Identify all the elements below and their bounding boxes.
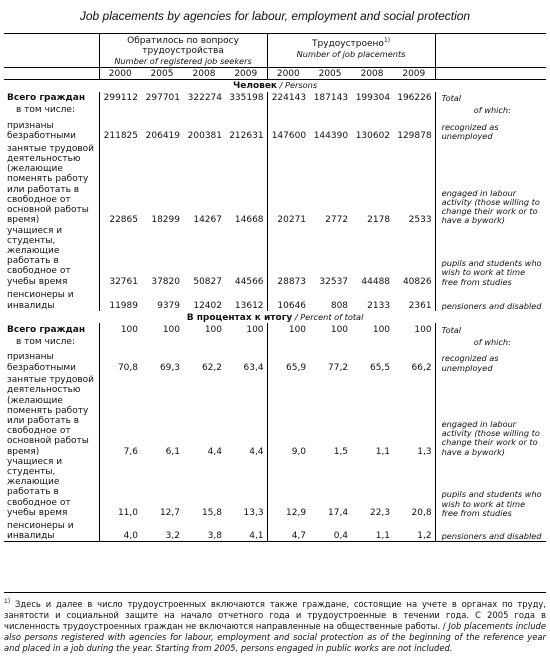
row-label-en: engaged in labour activity (those willing to change their work or to have a bywork): [441, 418, 540, 457]
cell-value: 37820: [151, 276, 180, 287]
cell-value: 9379: [157, 300, 180, 311]
section-title-en: Persons: [285, 80, 318, 91]
group-header-placements-ru: Трудоустроено: [312, 39, 384, 49]
section-title-sep: /: [292, 311, 301, 322]
cell-value: 144390: [313, 131, 349, 142]
row-label-ru: пенсионеры и инвалиды: [4, 287, 99, 311]
year-header: 2005: [318, 68, 342, 79]
cell-value: [351, 335, 393, 347]
cell-value: [225, 104, 267, 116]
year-header-empty: [435, 68, 546, 80]
row-label-en: engaged in labour activity (those willing to change their work or to have a bywork): [441, 187, 540, 226]
row-label-en: pupils and students who wish to work at time free from studies: [441, 258, 542, 287]
cell-value: 13612: [225, 287, 267, 311]
cell-value: 100: [162, 324, 180, 335]
cell-value: 224143: [271, 93, 307, 104]
cell-value: [309, 335, 351, 347]
cell-value: 206419: [145, 131, 180, 142]
cell-value: 32761: [109, 276, 138, 287]
cell-value: 129878: [393, 116, 435, 142]
table-row: [4, 142, 546, 226]
row-label-en: Total: [441, 324, 462, 335]
cell-value: [351, 104, 393, 116]
cell-value: [393, 335, 435, 347]
cell-value: 11,0: [117, 507, 138, 518]
cell-value: [99, 104, 141, 116]
cell-value: 4,7: [291, 531, 307, 542]
cell-value: 100: [330, 324, 349, 335]
cell-value: 66,2: [393, 347, 435, 373]
cell-value: [393, 104, 435, 116]
cell-value: 62,2: [201, 362, 222, 373]
table-row: [4, 116, 546, 142]
year-header: 2005: [150, 68, 174, 79]
cell-value: 299112: [103, 93, 138, 104]
footnote-sep: /: [440, 620, 449, 631]
cell-value: 1,3: [393, 373, 435, 457]
cell-value: 4,1: [225, 518, 267, 542]
cell-value: 200381: [187, 131, 222, 142]
cell-value: 63,4: [225, 347, 267, 373]
group-header-placements-sup: 1): [383, 37, 391, 44]
year-header: 2000: [108, 68, 132, 79]
cell-value: 12,7: [159, 507, 180, 518]
cell-value: 20,8: [393, 457, 435, 518]
cell-value: 196226: [393, 92, 435, 104]
row-label-ru: учащиеся и студенты, желающие работать в свободное от учебы время: [4, 457, 99, 518]
cell-value: 1,5: [333, 446, 349, 457]
group-header-seekers-ru: Обратилось по вопросу трудоустройства: [127, 36, 239, 57]
year-header: 2009: [225, 68, 267, 80]
cell-value: 14668: [225, 142, 267, 226]
cell-value: 15,8: [201, 507, 222, 518]
cell-value: 17,4: [328, 507, 349, 518]
header-empty-en: [435, 34, 546, 68]
cell-value: 4,4: [207, 446, 222, 457]
cell-value: 0,4: [333, 531, 349, 542]
table-row: [4, 92, 546, 104]
table-row: [4, 347, 546, 373]
cell-value: 1,2: [393, 518, 435, 542]
table-row: [4, 104, 546, 116]
footnote-marker: 1): [4, 598, 11, 605]
group-header-seekers-en: Number of registered job seekers: [114, 56, 252, 67]
cell-value: 100: [372, 324, 391, 335]
cell-value: 335198: [225, 92, 267, 104]
table-row: [4, 373, 546, 457]
cell-value: 44488: [361, 276, 391, 287]
year-header: 2009: [393, 68, 435, 80]
row-label-ru: Всего граждан: [4, 323, 99, 335]
table-row: [4, 457, 546, 518]
cell-value: 211825: [103, 131, 138, 142]
cell-value: 1,1: [375, 446, 391, 457]
row-label-en: of which:: [473, 105, 511, 116]
row-label-ru: признаны безработными: [4, 347, 99, 373]
page-title: Job placements by agencies for labour, employment and social protection: [79, 9, 471, 23]
row-label-en: Total: [441, 93, 462, 104]
row-label-en: recognized as unemployed: [441, 122, 499, 142]
cell-value: 199304: [355, 93, 391, 104]
cell-value: 100: [393, 323, 435, 335]
section-title-ru: В процентах к итогу: [186, 312, 293, 323]
section-title: [4, 80, 546, 92]
table-row: [4, 287, 546, 311]
group-header-placements-en: Number of job placements: [296, 49, 406, 60]
cell-value: 65,9: [286, 362, 307, 373]
cell-value: 147600: [271, 131, 307, 142]
row-label-ru: пенсионеры и инвалиды: [4, 518, 99, 542]
cell-value: 4,4: [225, 373, 267, 457]
row-label-ru: в том числе:: [4, 104, 99, 116]
cell-value: 1,1: [375, 531, 391, 542]
cell-value: 20271: [277, 215, 307, 226]
year-header: 2008: [360, 68, 384, 79]
cell-value: [183, 335, 225, 347]
section-row: [4, 311, 546, 323]
cell-value: 7,6: [123, 446, 138, 457]
cell-value: 70,8: [117, 362, 138, 373]
cell-value: 65,5: [370, 362, 391, 373]
cell-value: 297701: [145, 93, 180, 104]
cell-value: 50827: [193, 276, 222, 287]
cell-value: 130602: [355, 131, 391, 142]
cell-value: 3,8: [207, 531, 222, 542]
year-header: 2008: [192, 68, 216, 79]
table-row: [4, 323, 546, 335]
cell-value: 187143: [313, 93, 349, 104]
footnote-ru: Здесь и далее в число трудоустроенных включаются также граждане, состоящие на учете в органах по труду, занятости и социальной защите на начало отчетного года и трудоустроенные в течении года. С 2005 года в численность трудоустроенных граждан не включаются направленные на общественные работы.: [4, 598, 546, 631]
cell-value: 2533: [393, 142, 435, 226]
cell-value: [309, 104, 351, 116]
cell-value: 77,2: [328, 362, 349, 373]
cell-value: 212631: [225, 116, 267, 142]
cell-value: 6,1: [165, 446, 180, 457]
footnote-en: Job placements include also persons registered with agencies for labour, employment and social protection as of the beginning of the reference year and placed in a job during the year. Starting from 2005, persons engaged in public works are not included.: [4, 620, 546, 653]
cell-value: 69,3: [159, 362, 180, 373]
row-label-ru: Всего граждан: [4, 92, 99, 104]
footnote-rule: [4, 592, 546, 593]
cell-value: 4,0: [123, 531, 138, 542]
group-header-seekers: [99, 34, 267, 68]
row-label-ru: признаны безработными: [4, 116, 99, 142]
section-row: [4, 80, 546, 92]
cell-value: 12402: [193, 300, 222, 311]
row-label-ru: занятые трудовой деятельностью (желающие поменять работу или работать в свободное от основной работы время): [4, 142, 99, 226]
cell-value: 28873: [277, 276, 307, 287]
cell-value: [267, 335, 309, 347]
table-row: [4, 518, 546, 542]
row-label-ru: учащиеся и студенты, желающие работать в свободное от учебы время: [4, 226, 99, 287]
year-corner: [4, 68, 99, 80]
cell-value: 14267: [193, 215, 222, 226]
table-row: [4, 226, 546, 287]
group-header-placements: [267, 34, 435, 68]
cell-value: 100: [120, 324, 138, 335]
cell-value: 9,0: [291, 446, 307, 457]
header-corner: [4, 34, 99, 68]
section-title: [4, 311, 546, 323]
cell-value: 12,9: [286, 507, 307, 518]
cell-value: 100: [225, 323, 267, 335]
row-label-en: pupils and students who wish to work at time free from studies: [441, 489, 542, 518]
section-title-ru: Человек: [232, 81, 278, 92]
cell-value: 808: [330, 300, 349, 311]
cell-value: 100: [204, 324, 222, 335]
row-label-ru: занятые трудовой деятельностью (желающие поменять работу или работать в свободное от основной работы время): [4, 373, 99, 457]
cell-value: 40826: [393, 226, 435, 287]
cell-value: [183, 104, 225, 116]
cell-value: 22,3: [370, 507, 391, 518]
placements-table: [4, 33, 546, 542]
row-label-en: pensioners and disabled: [441, 531, 542, 542]
cell-value: 2772: [325, 215, 349, 226]
cell-value: [141, 335, 183, 347]
cell-value: 2361: [393, 287, 435, 311]
cell-value: 2178: [367, 215, 391, 226]
year-header: 2000: [276, 68, 300, 79]
row-label-en: recognized as unemployed: [441, 353, 499, 373]
cell-value: 13,3: [225, 457, 267, 518]
cell-value: 32537: [319, 276, 349, 287]
cell-value: 18299: [151, 215, 180, 226]
cell-value: 10646: [277, 300, 307, 311]
cell-value: 22865: [109, 215, 138, 226]
cell-value: 3,2: [165, 531, 180, 542]
row-label-en: of which:: [473, 336, 511, 347]
cell-value: [141, 104, 183, 116]
cell-value: 11989: [109, 300, 138, 311]
cell-value: 44566: [225, 226, 267, 287]
cell-value: [225, 335, 267, 347]
cell-value: [267, 104, 309, 116]
row-label-en: pensioners and disabled: [441, 300, 542, 311]
cell-value: [99, 335, 141, 347]
section-title-sep: /: [277, 80, 286, 91]
cell-value: 100: [288, 324, 307, 335]
row-label-ru: в том числе:: [4, 335, 99, 347]
cell-value: 2133: [367, 300, 391, 311]
cell-value: 322274: [187, 93, 222, 104]
table-row: [4, 335, 546, 347]
footnote: [4, 596, 546, 654]
section-title-en: Percent of total: [300, 311, 364, 322]
